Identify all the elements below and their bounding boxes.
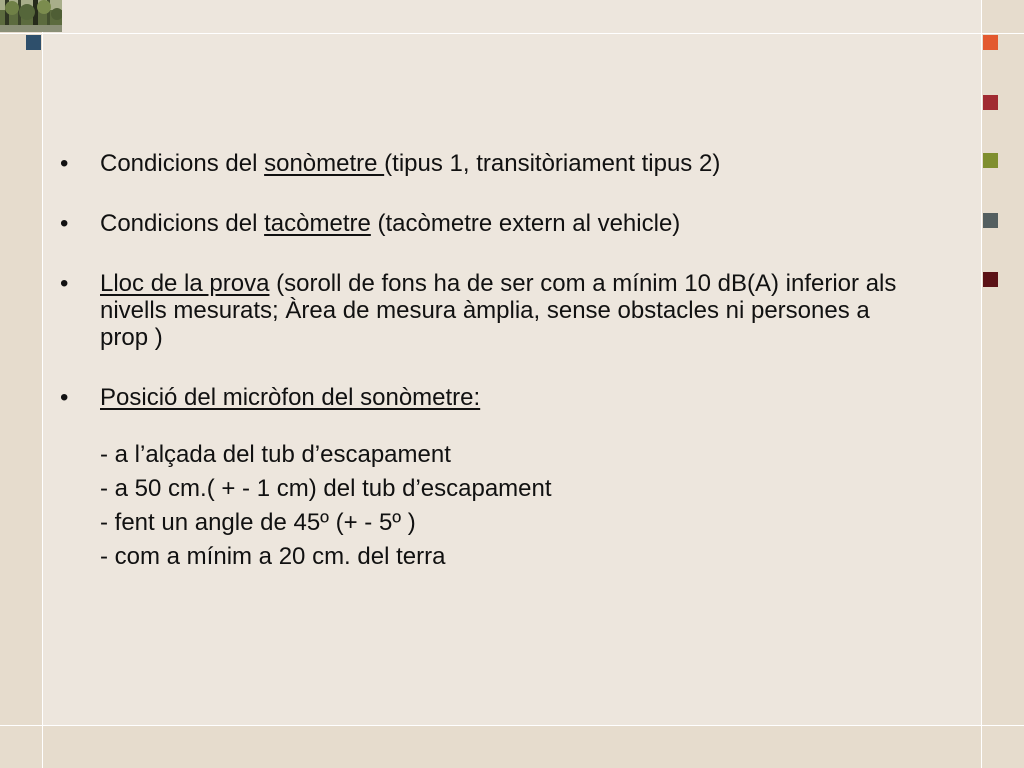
- bullet-suffix: (soroll de fons ha de ser com a mínim 10 dB(A) inferior als nivells mesurats; Àrea de mesura àmplia, sense obstacles ni persones a prop ): [100, 270, 897, 351]
- slide-content: [60, 150, 920, 574]
- bullet-item: [60, 150, 920, 177]
- list-item: - a l’alçada del tub d’escapament: [100, 441, 451, 468]
- bullet-mark: •: [60, 384, 69, 411]
- list-item: - com a mínim a 20 cm. del terra: [100, 543, 446, 570]
- bullet-item: [60, 270, 920, 351]
- top-divider-line: [0, 33, 1024, 34]
- gray-square-decoration: [983, 213, 998, 228]
- bullet-suffix: (tacòmetre extern al vehicle): [370, 210, 681, 237]
- bullet-link[interactable]: Posició del micròfon del sonòmetre:: [100, 384, 481, 411]
- bullet-link[interactable]: sonòmetre: [264, 150, 385, 177]
- blue-square-decoration: [26, 35, 41, 50]
- bottom-divider-line: [0, 725, 1024, 726]
- bullet-mark: •: [60, 210, 69, 237]
- bullet-text: [100, 384, 920, 411]
- right-decorative-band: [982, 0, 1024, 768]
- bullet-prefix: Condicions del: [100, 150, 265, 177]
- orange-square-decoration: [983, 35, 998, 50]
- left-decorative-band: [0, 0, 42, 768]
- microphone-position-list: [100, 438, 920, 574]
- bullet-text: [100, 210, 920, 237]
- bullet-text: [100, 270, 920, 351]
- red-square-decoration: [983, 95, 998, 110]
- left-divider-line: [42, 0, 43, 768]
- bullet-link[interactable]: tacòmetre: [264, 210, 371, 237]
- bullet-link[interactable]: Lloc de la prova: [100, 270, 270, 297]
- bullet-prefix: Condicions del: [100, 210, 265, 237]
- bullet-text: [100, 150, 920, 177]
- bullet-suffix: (tipus 1, transitòriament tipus 2): [384, 150, 721, 177]
- forest-photo-icon: [0, 0, 62, 32]
- right-divider-line: [981, 0, 982, 768]
- bullet-item: [60, 210, 920, 237]
- bottom-decorative-band: [0, 726, 1024, 768]
- list-item: - fent un angle de 45º (+ - 5º ): [100, 509, 416, 536]
- dark-red-square-decoration: [983, 272, 998, 287]
- list-item: - a 50 cm.( + - 1 cm) del tub d’escapament: [100, 475, 552, 502]
- bullet-mark: •: [60, 270, 69, 297]
- bullet-item: [60, 384, 920, 411]
- green-square-decoration: [983, 153, 998, 168]
- bullet-mark: •: [60, 150, 69, 177]
